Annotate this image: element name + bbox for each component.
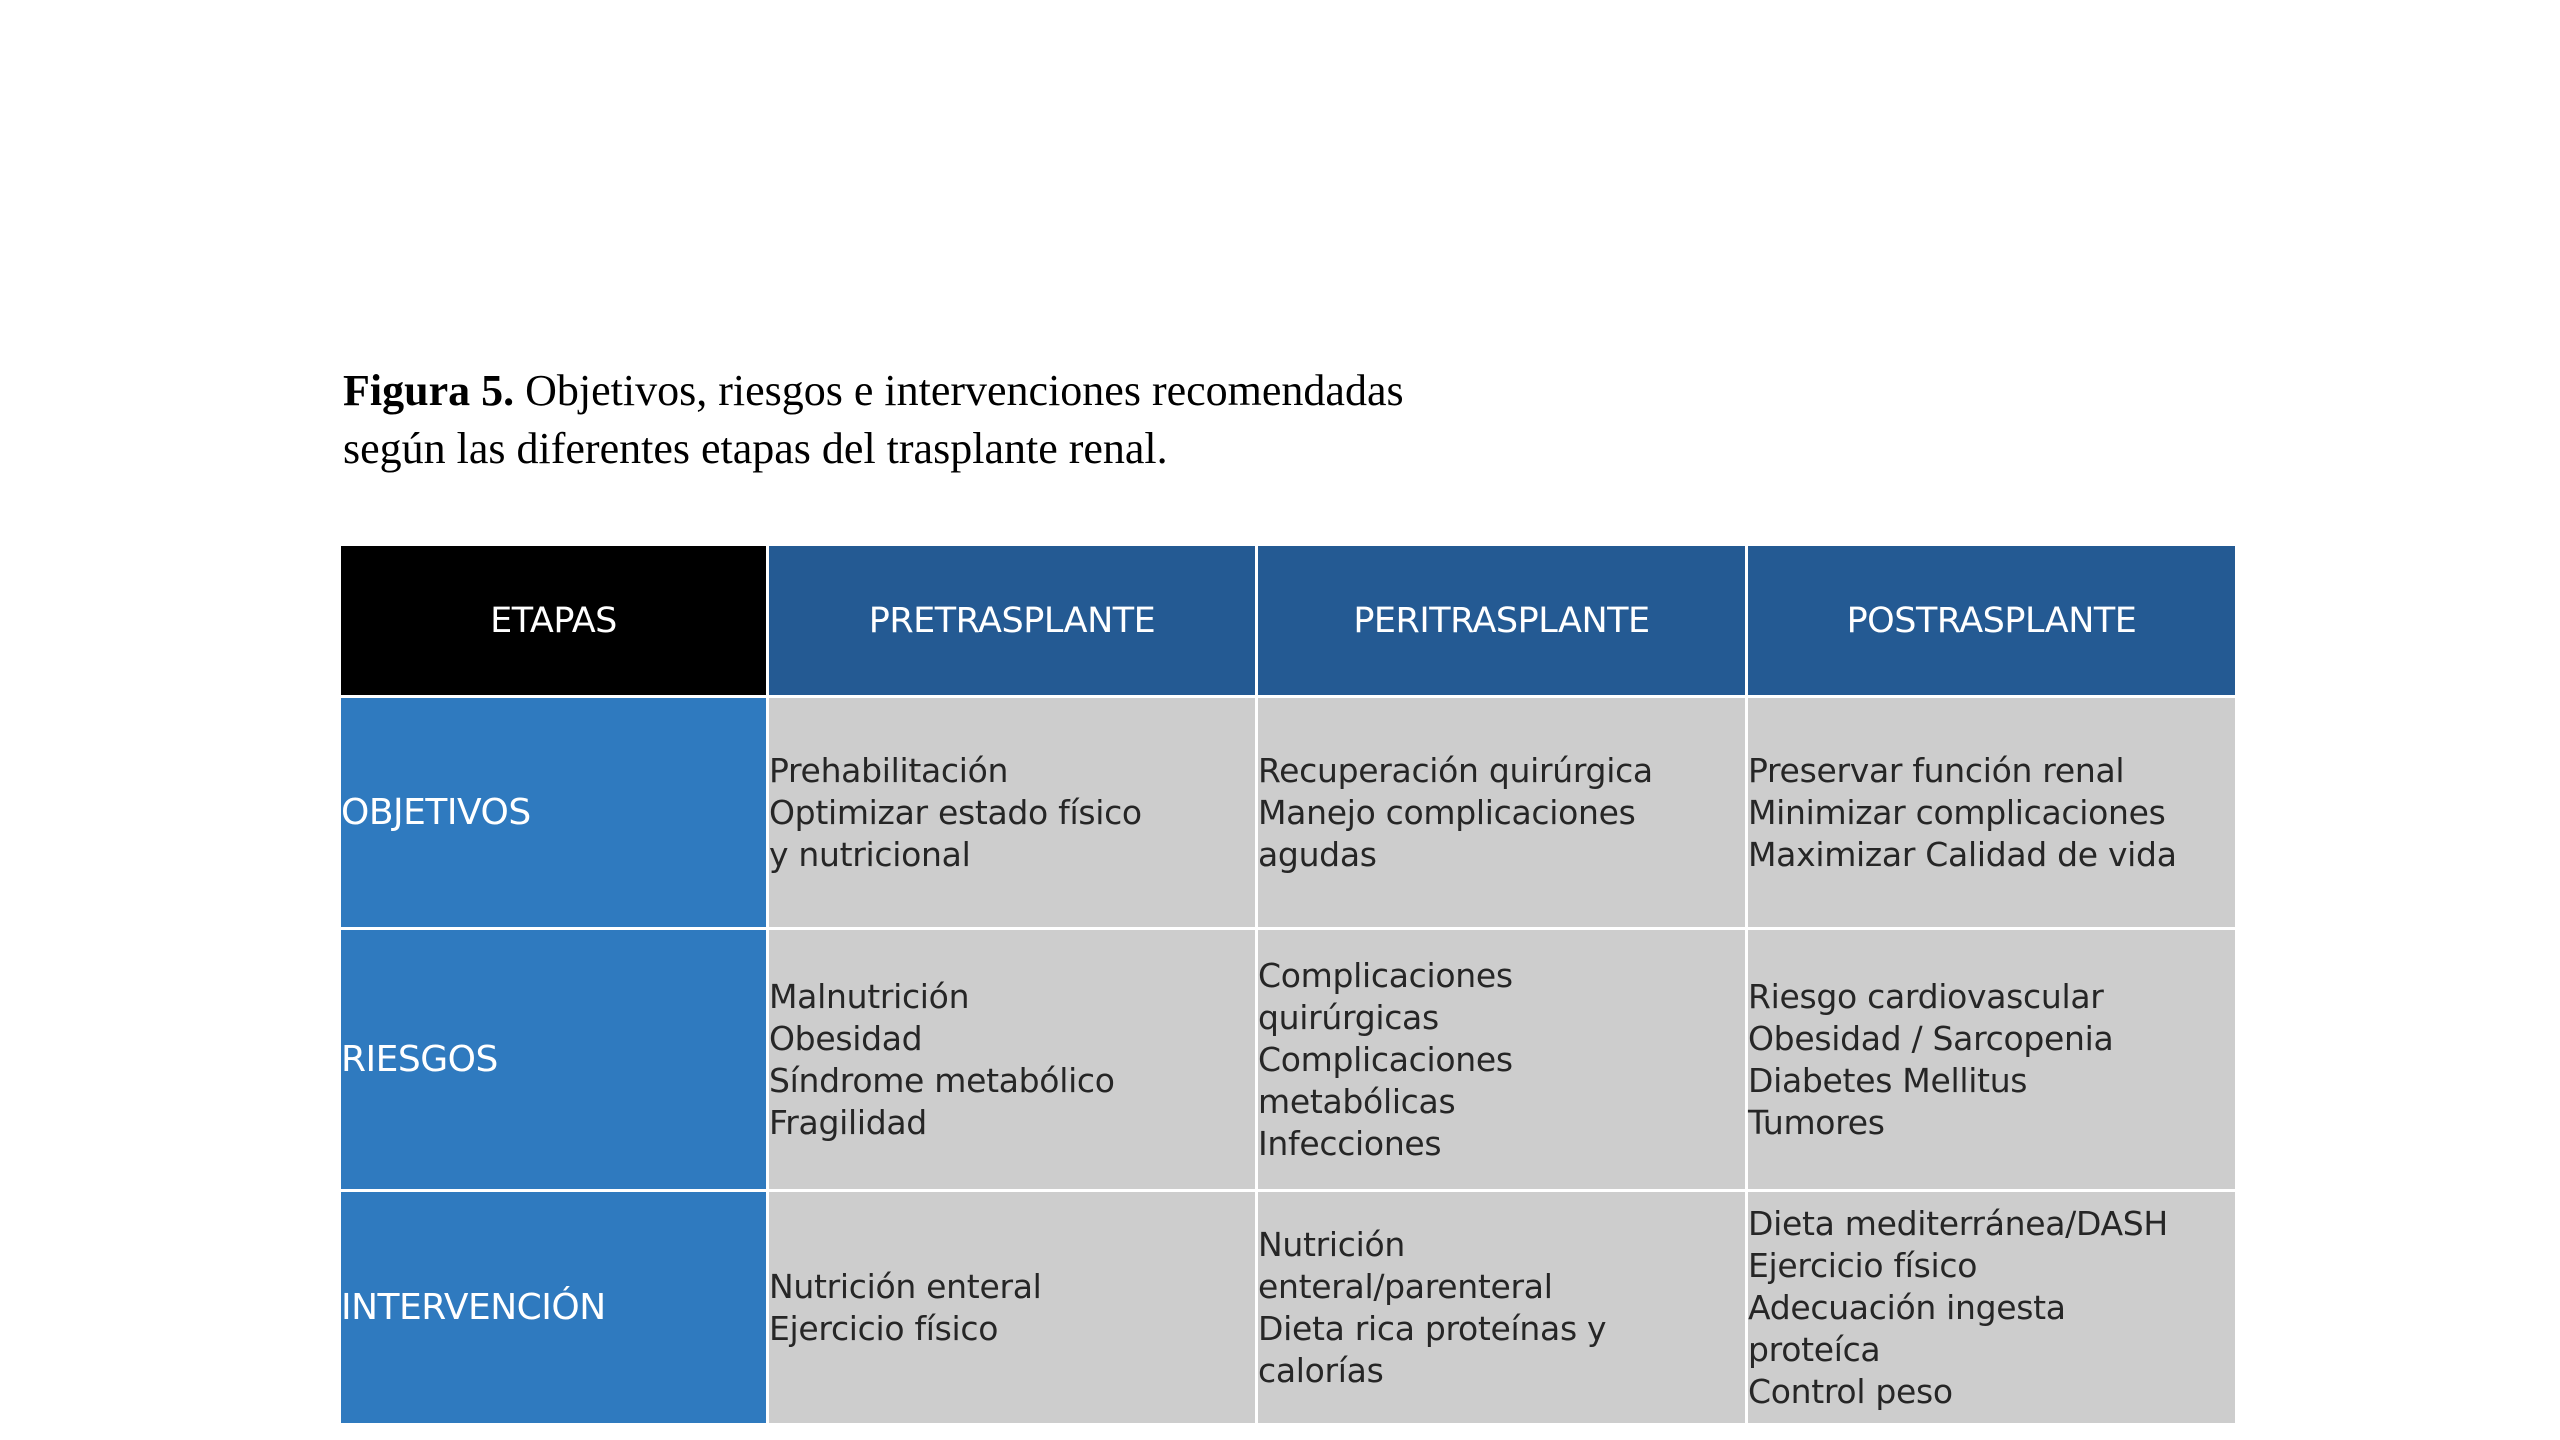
cell-line: Complicaciones bbox=[1258, 955, 1513, 995]
caption-line-1 bbox=[343, 362, 1643, 420]
cell-objetivos-pretrasplante bbox=[768, 697, 1257, 929]
cell-line: Fragilidad bbox=[769, 1102, 927, 1142]
caption-text-1: Objetivos, riesgos e intervenciones recomendadas bbox=[525, 366, 1404, 415]
header-row bbox=[340, 545, 2237, 697]
caption-line-2: según las diferentes etapas del trasplante renal. bbox=[343, 424, 1168, 473]
table-row-objetivos bbox=[340, 697, 2237, 929]
cell-line: Maximizar Calidad de vida bbox=[1748, 834, 2177, 874]
cell-line: Ejercicio físico bbox=[769, 1308, 999, 1348]
cell-line: Dieta mediterránea/DASH bbox=[1748, 1203, 2168, 1243]
cell-line: Minimizar complicaciones bbox=[1748, 792, 2166, 832]
cell-line: proteíca bbox=[1748, 1329, 1881, 1369]
cell-line: Prehabilitación bbox=[769, 750, 1009, 790]
cell-intervencion-pretrasplante bbox=[768, 1191, 1257, 1425]
cell-line: Síndrome metabólico bbox=[769, 1060, 1115, 1100]
cell-line: Adecuación ingesta bbox=[1748, 1287, 2066, 1327]
cell-line: Nutrición enteral bbox=[769, 1266, 1042, 1306]
cell-line: Manejo complicaciones bbox=[1258, 792, 1636, 832]
cell-line: agudas bbox=[1258, 834, 1377, 874]
table-row-riesgos bbox=[340, 929, 2237, 1191]
cell-line: Recuperación quirúrgica bbox=[1258, 750, 1653, 790]
cell-objetivos-postrasplante bbox=[1747, 697, 2237, 929]
cell-line: Tumores bbox=[1748, 1102, 1885, 1142]
cell-line: Control peso bbox=[1748, 1371, 1953, 1411]
cell-line: Ejercicio físico bbox=[1748, 1245, 1978, 1285]
cell-line: Infecciones bbox=[1258, 1123, 1442, 1163]
cell-line: Preservar función renal bbox=[1748, 750, 2125, 790]
column-header-postrasplante: POSTRASPLANTE bbox=[1747, 545, 2237, 697]
cell-line: calorías bbox=[1258, 1350, 1384, 1390]
cell-line: Nutrición bbox=[1258, 1224, 1405, 1264]
cell-line: enteral/parenteral bbox=[1258, 1266, 1553, 1306]
cell-intervencion-postrasplante bbox=[1747, 1191, 2237, 1425]
cell-line: metabólicas bbox=[1258, 1081, 1456, 1121]
cell-line: Diabetes Mellitus bbox=[1748, 1060, 2028, 1100]
cell-line: quirúrgicas bbox=[1258, 997, 1439, 1037]
cell-riesgos-postrasplante bbox=[1747, 929, 2237, 1191]
caption-label: Figura 5. bbox=[343, 366, 515, 415]
table-row-intervencion bbox=[340, 1191, 2237, 1425]
cell-line: Complicaciones bbox=[1258, 1039, 1513, 1079]
figure-caption bbox=[343, 362, 1643, 478]
cell-intervencion-peritrasplante bbox=[1257, 1191, 1747, 1425]
cell-line: Malnutrición bbox=[769, 976, 970, 1016]
cell-line: Obesidad / Sarcopenia bbox=[1748, 1018, 2114, 1058]
corner-header: ETAPAS bbox=[340, 545, 768, 697]
cell-riesgos-pretrasplante bbox=[768, 929, 1257, 1191]
row-header-objetivos: OBJETIVOS bbox=[340, 697, 768, 929]
cell-line: Optimizar estado físico bbox=[769, 792, 1142, 832]
cell-objetivos-peritrasplante bbox=[1257, 697, 1747, 929]
cell-line: Obesidad bbox=[769, 1018, 923, 1058]
cell-line: y nutricional bbox=[769, 834, 971, 874]
column-header-peritrasplante: PERITRASPLANTE bbox=[1257, 545, 1747, 697]
column-header-pretrasplante: PRETRASPLANTE bbox=[768, 545, 1257, 697]
cell-riesgos-peritrasplante bbox=[1257, 929, 1747, 1191]
cell-line: Riesgo cardiovascular bbox=[1748, 976, 2104, 1016]
row-header-riesgos: RIESGOS bbox=[340, 929, 768, 1191]
row-header-intervencion: INTERVENCIÓN bbox=[340, 1191, 768, 1425]
cell-line: Dieta rica proteínas y bbox=[1258, 1308, 1607, 1348]
stages-figure bbox=[338, 543, 2235, 1423]
stages-table bbox=[338, 543, 2238, 1426]
